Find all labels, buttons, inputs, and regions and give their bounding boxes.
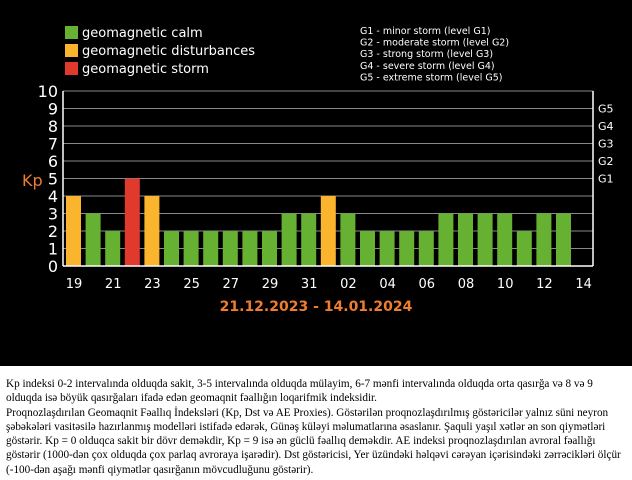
legend-swatch — [65, 26, 78, 39]
axes — [22, 82, 614, 315]
y-tick-label: 5 — [47, 169, 58, 189]
x-tick-label: 21 — [104, 277, 122, 292]
kp-bar — [203, 231, 218, 266]
y-tick-label: 6 — [47, 152, 58, 171]
legend-swatch — [65, 44, 78, 57]
x-tick-label: 06 — [418, 277, 436, 292]
description — [6, 377, 628, 477]
y-tick-label: 1 — [47, 239, 58, 259]
kp-bar — [105, 231, 120, 266]
x-tick-label: 23 — [144, 277, 161, 292]
storm-level-label: G4 - severe storm (level G4) — [360, 60, 495, 72]
date-range-label: 21.12.2023 - 14.01.2024 — [219, 299, 413, 315]
kp-bar — [144, 196, 159, 266]
kp-bar — [497, 214, 512, 267]
y-tick-label: 3 — [47, 204, 58, 224]
kp-bar — [438, 214, 453, 267]
storm-level-legend — [360, 26, 509, 83]
right-axis-label: G3 — [598, 137, 614, 151]
x-tick-label: 27 — [222, 277, 240, 292]
description-paragraph-2: Proqnozlaşdırılan Geomaqnit Fəallıq İndeksləri (Kp, Dst və AE Proxies). Göstərilən proqnozlaşdırılmış göstəricilər yalnız süni neyron şəbəkələri vasitəsilə hazırlanmış modelləri istifadə edərək, Günəş küləyi məlumatlarına əsaslanır. Şaquli yaşıl xətlər ən son qiymətləri göstərir. Kp = 0 olduqca sakit bir dövr deməkdir, Kp = 9 isə ən güclü fəallıq deməkdir. AE indeksi proqnozlaşdırılan avroral fəallığı göstərir (1000-dən çox olduqda çox parlaq avroraya işarədir). Dst göstəricisi, Yer üzündəki həlqəvi cərəyan içərisindəki zərrəcikləri ölçür (-100-dən aşağı mənfi qiymətlər qasırğanın mövcudluğunu göstərir). — [6, 406, 621, 476]
kp-bar — [340, 214, 355, 267]
kp-bar — [556, 214, 571, 267]
description-paragraph-1: Kp indeksi 0-2 intervalında olduqda sakit, 3-5 intervalında olduqda mülayim, 6-7 mənfi intervalında olduqda orta qasırğa və 8 və 9 olduqda isə böyük qasırğaları ifadə edən geomaqnit fəallığın loqarifmik indeksidir. — [6, 378, 593, 405]
kp-bar — [380, 231, 395, 266]
storm-level-label: G5 - extreme storm (level G5) — [360, 72, 503, 84]
x-tick-label: 25 — [183, 277, 200, 292]
x-tick-label: 29 — [261, 277, 279, 292]
x-tick-label: 31 — [300, 277, 318, 292]
legend-swatch — [65, 62, 78, 75]
right-axis-label: G5 — [598, 102, 614, 116]
x-tick-label: 02 — [340, 277, 357, 292]
kp-bar — [419, 231, 434, 266]
kp-bar — [399, 231, 414, 266]
kp-bar — [262, 231, 277, 266]
kp-bar — [66, 196, 81, 266]
x-tick-label: 10 — [496, 277, 514, 292]
storm-level-label: G3 - strong storm (level G3) — [360, 49, 494, 61]
kp-bar — [164, 231, 179, 266]
x-tick-label: 08 — [457, 277, 475, 292]
y-tick-label: 9 — [47, 99, 58, 119]
right-axis-label: G2 — [598, 155, 614, 168]
y-axis-label: Kp — [22, 171, 43, 190]
kp-bar — [282, 214, 297, 267]
y-tick-label: 10 — [37, 82, 58, 101]
legend-label: geomagnetic disturbances — [82, 44, 256, 59]
legend-label: geomagnetic storm — [82, 62, 209, 77]
x-tick-label: 19 — [65, 277, 83, 292]
x-tick-label: 14 — [575, 277, 592, 292]
kp-bar — [86, 214, 101, 267]
kp-bar — [517, 231, 532, 266]
kp-bar — [360, 231, 375, 266]
kp-bar — [536, 214, 551, 267]
x-tick-label: 12 — [536, 277, 553, 292]
y-tick-label: 8 — [47, 117, 58, 136]
y-tick-label: 4 — [47, 187, 58, 206]
kp-bar — [458, 214, 473, 267]
kp-bar — [478, 214, 493, 267]
bars — [66, 179, 571, 267]
storm-level-label: G2 - moderate storm (level G2) — [360, 37, 510, 49]
y-tick-label: 0 — [47, 257, 58, 276]
legend-label: geomagnetic calm — [82, 26, 203, 41]
kp-bar — [301, 214, 316, 267]
legend — [65, 26, 255, 77]
kp-bar — [223, 231, 238, 266]
storm-level-label: G1 - minor storm (level G1) — [360, 26, 491, 37]
kp-bar — [184, 231, 199, 266]
y-tick-label: 2 — [47, 222, 58, 241]
y-tick-label: 7 — [47, 134, 58, 154]
right-axis-label: G4 — [598, 120, 614, 133]
kp-bar — [242, 231, 257, 266]
kp-bar — [321, 196, 336, 266]
right-axis-label: G1 — [598, 172, 614, 186]
kp-bar — [125, 179, 140, 267]
x-tick-label: 04 — [379, 277, 396, 292]
